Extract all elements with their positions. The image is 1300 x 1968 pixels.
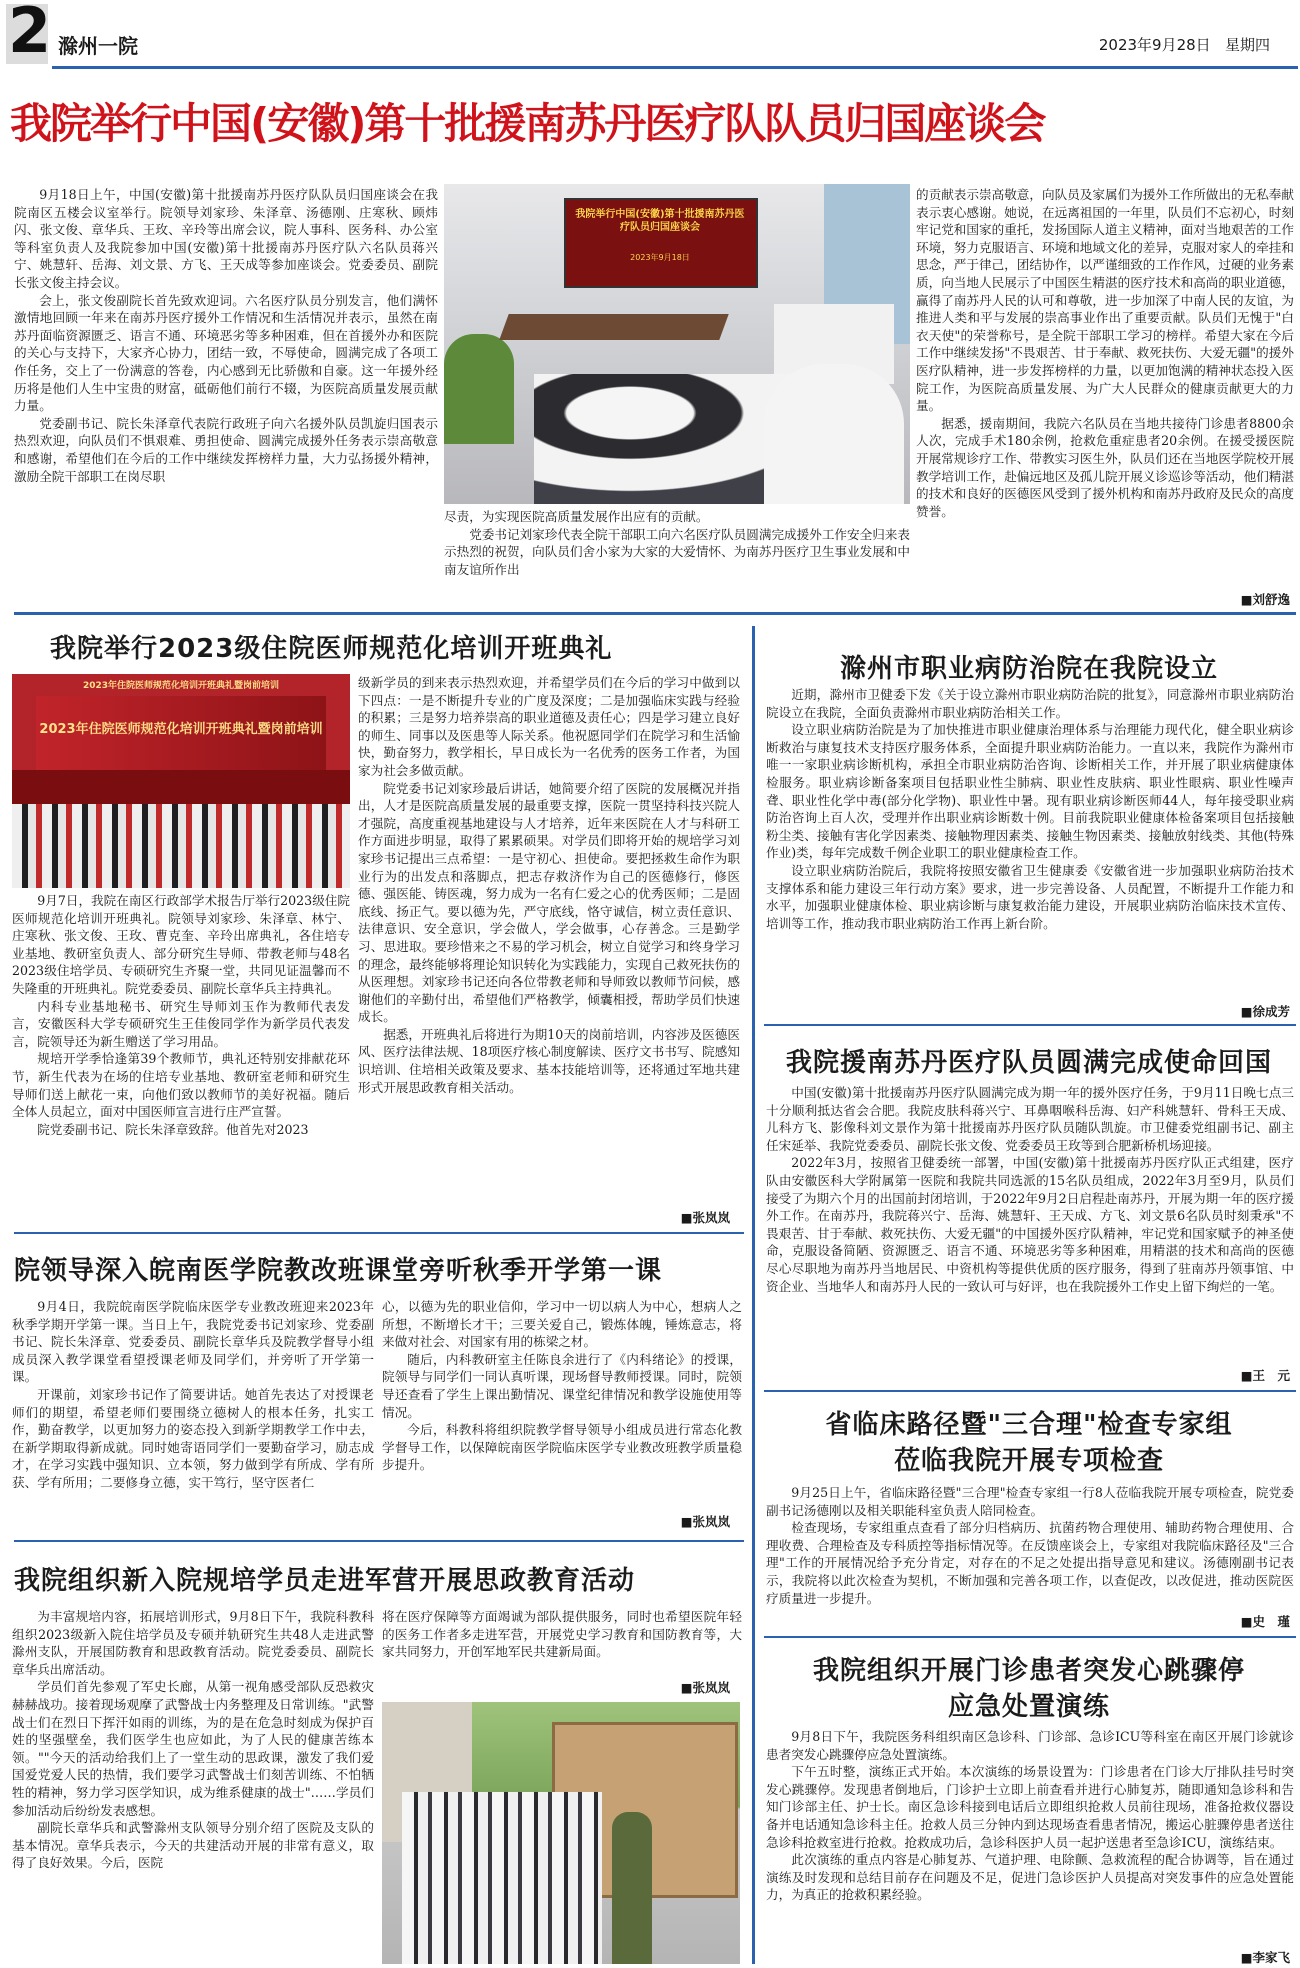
paragraph: 此次演练的重点内容是心肺复苏、气道护理、电除颤、急救流程的配合协调等，旨在通过演练及时发现和总结目前存在问题及不足，促进门急诊医护人员提高对突发事件的应急处置能力，为真正的抢救积累经验。 (766, 1852, 1294, 1903)
weekday: 星期四 (1224, 36, 1270, 54)
audience (12, 804, 350, 888)
section-rule (14, 612, 1296, 615)
lead-headline: 我院举行中国(安徽)第十批援南苏丹医疗队队员归国座谈会 (10, 99, 1045, 148)
drill-body (766, 1728, 1294, 1950)
paragraph: 9月25日上午，省临床路径暨"三合理"检查专家组一行8人莅临我院开展专项检查，院党委副书记汤德刚以及相关职能科室负责人陪同检查。 (766, 1485, 1294, 1518)
training-photo (12, 674, 350, 888)
paragraph: 2022年3月，按照省卫健委统一部署，中国(安徽)第十批援南苏丹医疗队正式组建，医疗队由安徽医科大学附属第一医院和我院共同选派的15名队员组成，2022年3月至9月，队员们接受了为期六个月的出国前封闭培训，于2022年9月2日启程赴南苏丹，开展为期一年的医疗援外工作。在南苏丹，我院蒋兴宁、岳海、姚慧轩、王天成、方飞、刘文景6名队员时刻秉承"不畏艰苦、甘于奉献、救死扶伤、大爱无疆"的中国援外医疗队精神，牢记党和国家赋予的神圣使命，克服设备简陋、资源匮乏、语言不通、环境恶劣等多种困难，用精湛的技术和高尚的医德尽心尽职地为南苏丹当地居民、中资机构等提供优质的医疗服务，得到了驻南苏丹领事馆、中资企业、当地华人和南苏丹人民的一致认可与好评，也在我院援外工作史上留下绚烂的一笔。 (766, 1155, 1294, 1294)
date: 2023年9月28日 (1098, 36, 1211, 54)
drill-title-line2: 应急处置演练 (947, 1692, 1110, 1722)
byline: ■张岚岚 (680, 1210, 730, 1225)
paragraph: 开课前，刘家珍书记作了简要讲话。她首先表达了对授课老师们的期望，希望老师们要围绕立德树人的根本任务，扎实工作，勤奋教学，以更加努力的姿态投入到新学期教学工作中去，在新学期取得新成就。同时她寄语同学们一要勤奋学习，励志成才，在学习实践中强知识、立本领，努力做到学有所成、学有所获、学有所用；二要修身立德，实干笃行，坚守医者仁 (12, 1386, 374, 1490)
military-col2 (382, 1608, 742, 1680)
paragraph: 9月4日，我院皖南医学院临床医学专业教改班迎来2023年秋季学期开学第一课。当日上午，我院党委书记刘家珍、党委副书记、院长朱泽章、党委委员、副院长章华兵及院教学督导小组成员深入教学课堂看望授课老师及同学们，并旁听了开学第一课。 (12, 1299, 374, 1385)
military-photo (382, 1702, 740, 1964)
military-title: 我院组织新入院规培学员走进军营开展思政教育活动 (14, 1566, 636, 1596)
paragraph: 学员们首先参观了军史长廊，从第一视角感受部队反恐救灾赫赫战功。接着现场观摩了武警战士内务整理及日常训练。"武警战士们在烈日下挥汗如雨的训练，为的是在危急时刻成为保护百姓的坚强壁垒，我们医学生也应如此，为了人民的健康苦练本领。""今天的活动给我们上了一堂生动的思政课，激发了我们爱国爱党爱人民的热情，我们要学习武警战士们刻苦训练、不怕牺牲的精神，努力学习医学知识，成为维系健康的战士"……学员们参加活动后纷纷发表感想。 (12, 1679, 374, 1818)
paragraph: 尽责，为实现医院高质量发展作出应有的贡献。 (444, 509, 709, 524)
section-rule (764, 1636, 1296, 1638)
paragraph: 会上，张文俊副院长首先致欢迎词。六名医疗队员分别发言，他们满怀激情地回顾一年来在南苏丹医疗援外工作情况和生活情况并表示，虽然在南苏丹面临资源匮乏、语言不通、环境恶劣等多种困难，但在首援外办和医院的关心与支持下，大家齐心协力，团结一致，不辱使命，圆满完成了各项工作任务，交上了一份满意的答卷，内心感到无比骄傲和自豪。这一年援外经历将是他们人生中宝贵的财富，砥砺他们前行不辍，为医院高质量发展贡献力量。 (14, 292, 438, 414)
banner: 2023年住院医师规范化培训开班典礼暨岗前培训 (82, 681, 280, 691)
paragraph: 为丰富规培内容，拓展培训形式，9月8日下午，我院科教科组织2023级新入院住培学员及专硕并轨研究生共48人走进武警滁州支队，开展国防教育和思政教育活动。院党委委员、副院长章华兵出席活动。 (12, 1609, 374, 1677)
return-body (766, 1084, 1294, 1382)
byline: ■刘舒逸 (1240, 592, 1290, 607)
section-rule (764, 1390, 1296, 1392)
byline: ■张岚岚 (680, 1514, 730, 1529)
screen-date: 2023年9月18日 (630, 253, 690, 262)
screen-title: 我院举行中国(安徽)第十批援南苏丹医疗队员归国座谈会 (575, 209, 745, 233)
page-number: 2 (8, 0, 52, 67)
paragraph: 党委副书记、院长朱泽章代表院行政班子向六名援外队员凯旋归国表示热烈欢迎，向队员们不惧艰难、勇担使命、圆满完成援外任务表示崇高敬意和感谢，希望他们在今后的工作中继续发挥榜样力量，大力弘扬援外精神，激励全院干部职工在岗尽职 (14, 415, 438, 484)
training-col1 (12, 892, 350, 1228)
person-back (764, 364, 904, 504)
paragraph: 9月8日下午，我院医务科组织南区急诊科、门诊部、急诊ICU等科室在南区开展门诊就诊患者突发心跳骤停应急处置演练。 (766, 1729, 1294, 1762)
paragraph: 心，以德为先的职业信仰，学习中一切以病人为中心，想病人之所想，不断增长才干；三要关爱自己，锻炼体魄，锤炼意志，将来做对社会、对国家有用的栋梁之材。 (382, 1299, 742, 1350)
paragraph: 据悉，援南期间，我院六名队员在当地共接待门诊患者8800余人次，完成手术180余例，抢救危重症患者20余例。在援受援医院开展常规诊疗工作、带教实习医生外，队员们还在当地医学院校开展教学培训工作，赴偏远地区及孤儿院开展义诊巡诊等活动，他们精湛的技术和良好的医德医风受到了援外机构和南苏丹政府及民众的高度赞誉。 (916, 415, 1294, 519)
header-rule (52, 66, 1298, 69)
paragraph: 检查现场，专家组重点查看了部分归档病历、抗菌药物合理使用、辅助药物合理使用、合理收费、合理检查及专科质控等指标情况等。在反馈座谈会上，专家组对我院临床路径及"三合理"工作的开展情况给予充分肯定，对存在的不足之处提出指导意见和建议。汤德刚副书记表示，我院将以此次检查为契机，不断加强和完善各项工作，以查促改，以改促进，推动医院医疗质量进一步提升。 (766, 1520, 1294, 1606)
paragraph: 随后，内科教研室主任陈良余进行了《内科绪论》的授课，院领导与同学们一同认真听课，现场督导教师授课。同时，院领导还查看了学生上课出勤情况、课堂纪律情况和教学设施使用等情况。 (382, 1351, 742, 1420)
paragraph: 今后，科教科将组织院教学督导领导小组成员进行常态化教学督导工作，以保障皖南医学院临床医学专业教改班教学质量稳步提升。 (382, 1422, 742, 1473)
table-left (499, 314, 728, 340)
paragraph: 党委书记刘家珍代表全院干部职工向六名医疗队员圆满完成援外工作安全归来表示热烈的祝贺，向队员们舍小家为大家的大爱情怀、为南苏丹医疗卫生事业发展和中南友谊所作出 (444, 526, 910, 577)
byline: ■王 元 (1240, 1368, 1290, 1383)
paragraph: 的贡献表示崇高敬意，向队员及家属们为援外工作所做出的无私奉献表示衷心感谢。她说，在远离祖国的一年里，队员们不忘初心，时刻牢记党和国家的重托，发扬国际人道主义精神，面对当地艰苦的工作环境，努力克服语言、环境和地域文化的差异，克服对家人的牵挂和思念，严于律己，团结协作，以严谨细致的工作作风，过硬的业务素质，向当地人民展示了中国医生精湛的医疗技术和高尚的职业道德，赢得了南苏丹人民的认可和尊敬，进一步加深了中南人民的友谊，为推进人类和平与发展的崇高事业作出了重要贡献。队员们无愧于"白衣天使"的荣誉称号，是全院干部职工学习的榜样。希望大家在今后工作中继续发扬"不畏艰苦、甘于奉献、救死扶伤、大爱无疆"的援外医疗队精神，进一步发挥榜样的力量，以更加饱满的精神状态投入医院工作，为医院高质量发展、为广大人民群众的健康贡献更大的力量。 (916, 187, 1294, 414)
pathway-title-line1: 省临床路径暨"三合理"检查专家组 (825, 1410, 1233, 1440)
pathway-title-line2: 莅临我院开展专项检查 (893, 1446, 1164, 1476)
section-rule (14, 1540, 744, 1542)
paragraph: 内科专业基地秘书、研究生导师刘玉作为教师代表发言，安徽医科大学专硕研究生王佳俊同学作为新学员代表发言，院领导还为新生赠送了学习用品。 (12, 998, 350, 1049)
paragraph: 规培开学季恰逢第39个教师节，典礼还特别安排献花环节，新生代表为在场的住培专业基地、教研室老师和研究生导师们送上献花一束，向他们致以教师节的美好祝福。随后全体人员起立，面对中国医师宣言进行庄严宣誓。 (12, 1051, 350, 1120)
section-name: 滁州一院 (58, 34, 138, 58)
byline: ■李家飞 (1240, 1950, 1290, 1965)
paragraph: 设立职业病防治院是为了加快推进市职业健康治理体系与治理能力现代化，健全职业病诊断救治与康复技术支持医疗服务体系，全面提升职业病防治能力。一直以来，我院作为滁州市唯一一家职业病诊断机构，承担全市职业病防治咨询、诊断相关工作，并开展了职业病健康体检服务。职业病诊断备案项目包括职业性尘肺病、职业性皮肤病、职业性眼病、职业性噪声聋、职业性化学中毒(部分化学物)、职业性中暑。现有职业病诊断医师44人，每年接受职业病防治咨询上百人次，受理并作出职业病诊断数十例。目前我院职业健康体检备案项目包括接触粉尘类、接触有害化学因素类、接触物理因素类、接触生物因素类、接触放射线类、其他(特殊作业)类，每年完成数千例企业职工的职业健康检查工作。 (766, 722, 1294, 861)
lead-col2 (444, 508, 910, 604)
lead-photo (444, 184, 910, 504)
paragraph: 设立职业病防治院后，我院将按照安徽省卫生健康委《安徽省进一步加强职业病防治技术支撑体系和能力建设三年行动方案》要求，进一步完善设备、人员配置，不断提升工作能力和水平，加强职业健康体检、职业病诊断与康复救治能力建设，开展职业病防治临床技术宣传、培训等工作，推动我市职业病防治工作再上新台阶。 (766, 862, 1294, 931)
paragraph: 院党委副书记、院长朱泽章致辞。他首先对2023 (37, 1121, 309, 1137)
byline: ■张岚岚 (680, 1680, 730, 1695)
paragraph: 下午五时整，演练正式开始。本次演练的场景设置为：门诊患者在门诊大厅排队挂号时突发心跳骤停。发现患者倒地后，门诊护士立即上前查看并进行心肺复苏，随即通知急诊科和告知门诊部主任、护士长。南区急诊科接到电话后立即组织抢救人员前往现场，准备抢救仪器设备并电话通知急诊科主任。抢救人员三分钟内到达现场查看患者情况，搬运心脏骤停患者送往急诊科抢救室进行抢救。抢救成功后，急诊科医护人员一起护送患者至急诊ICU，演练结束。 (766, 1764, 1294, 1850)
training-title: 我院举行2023级住院医师规范化培训开班典礼 (50, 634, 613, 664)
issue-date (1099, 34, 1270, 55)
drill-title-line1: 我院组织开展门诊患者突发心跳骤停 (812, 1656, 1245, 1686)
byline: ■史 瑾 (1240, 1614, 1290, 1629)
occupational-title: 滁州市职业病防治院在我院设立 (839, 654, 1218, 684)
paragraph: 9月7日，我院在南区行政部学术报告厅举行2023级住院医师规范化培训开班典礼。院领导刘家珍、朱泽章、林宁、庄寒秋、张文俊、王玫、曹克奎、辛玲出席典礼，各住培专业基地、教研室负责人、部分研究生导师、带教老师与48名2023级住培学员、专硕研究生齐聚一堂，共同见证温馨而不失隆重的开班典礼。院党委委员、副院长章华兵主持典礼。 (12, 893, 350, 996)
students (402, 1792, 602, 1964)
military-col1 (12, 1608, 374, 1964)
lecture-col1 (12, 1298, 374, 1528)
paragraph: 院党委书记刘家珍最后讲话，她简要介绍了医院的发展概况并指出，人才是医院高质量发展的最重要支撑，医院一贯坚持科技兴院人才强院，高度重视基地建设与人才培养，近年来医院在人才与科研工作方面进步明显，取得了累累硕果。对学员们即将开始的规培学习刘家珍书记提出三点希望：一是守初心、担使命。要把拯救生命作为职业行为的出发点和落脚点，把志存救济作为自己的医德修行，修医德、强医能、铸医魂，努力成为一名有仁爱之心的优秀医师；二是固底线、扬正气。要以德为先，严守底线，恪守诚信，树立责任意识、法律意识、安全意识，学会做人，学会做事，心存善念。三是勤学习、思进取。要珍惜来之不易的学习机会，树立自觉学习和终身学习的理念，最终能够将理论知识转化为实践能力，实现自己救死扶伤的从医理想。刘家珍书记还向各位带教老师和导师致以教师节问候，感谢他们的辛勤付出，希望他们严格教学，倾囊相授，帮助学员们快速成长。 (358, 780, 740, 1025)
section-rule (14, 1232, 744, 1234)
paragraph: 据悉，开班典礼后将进行为期10天的岗前培训，内容涉及医德医风、医疗法律法规、18项医疗核心制度解读、医疗文书书写、院感知识培训、住培相关政策及要求、基本技能培训等，还将通过军地共建形式开展思政教育相关活动。 (358, 1026, 740, 1095)
paragraph: 副院长章华兵和武警滁州支队领导分别介绍了医院及支队的基本情况。章华兵表示，今天的共建活动开展的非常有意义，取得了良好效果。今后，医院 (12, 1820, 374, 1871)
occupational-body (766, 686, 1294, 1002)
paragraph: 将在医疗保障等方面竭诚为部队提供服务，同时也希望医院年轻的医务工作者多走进军营，开展党史学习教育和国防教育等，大家共同努力，开创军地军民共建新局面。 (382, 1609, 742, 1660)
return-title: 我院援南苏丹医疗队员圆满完成使命回国 (785, 1048, 1272, 1078)
training-col2 (358, 674, 740, 1222)
column-divider (752, 626, 755, 1964)
byline: ■徐成芳 (1240, 1004, 1290, 1019)
paragraph: 近期，滁州市卫健委下发《关于设立滁州市职业病防治院的批复》，同意滁州市职业病防治院设立在我院，全面负责滁州市职业病防治相关工作。 (766, 687, 1294, 720)
lead-col1 (14, 186, 438, 610)
soldier (612, 1812, 652, 1964)
lead-col3 (916, 186, 1294, 592)
section-rule (764, 1024, 1296, 1026)
paragraph: 中国(安徽)第十批援南苏丹医疗队圆满完成为期一年的援外医疗任务，于9月11日晚七点三十分顺利抵达省会合肥。我院皮肤科蒋兴宁、耳鼻咽喉科岳海、妇产科姚慧轩、骨科王天成、儿科方飞、影像科刘文景作为第十批援南苏丹医疗队员随队凯旋。市卫健委党组副书记、副主任宋延举、我院党委委员、副院长张文俊、党委委员王玫等到合肥新桥机场迎接。 (766, 1085, 1294, 1153)
screen-title: 2023年住院医师规范化培训开班典礼暨岗前培训 (39, 722, 323, 737)
lecture-title: 院领导深入皖南医学院教改班课堂旁听秋季开学第一课 (14, 1256, 663, 1286)
left-flowers (444, 334, 514, 444)
pathway-body (766, 1484, 1294, 1626)
lecture-col2 (382, 1298, 742, 1508)
paragraph: 级新学员的到来表示热烈欢迎，并希望学员们在今后的学习中做到以下四点：一是不断提升专业的广度及深度；二是加强临床实践与经验的积累；三是努力培养崇高的职业道德及责任心；四是学习建立良好的师生、同事以及医患等人际关系。他祝愿同学们在院学习和生活愉快，勤奋努力，教学相长，早日成长为一名优秀的医务工作者，为国家为社会多做贡献。 (358, 675, 740, 778)
paragraph: 9月18日上午，中国(安徽)第十批援南苏丹医疗队队员归国座谈会在我院南区五楼会议室举行。院领导刘家珍、朱泽章、汤德刚、庄寒秋、顾炜闪、张文俊、章华兵、王玫、辛玲等出席会议，院人事科、医务科、办公室等科室负责人及我院参加中国(安徽)第十批援南苏丹医疗队六名队员蒋兴宁、姚慧轩、岳海、刘文景、方飞、王天成等参加座谈会。党委委员、副院长张文俊主持会议。 (14, 187, 438, 290)
